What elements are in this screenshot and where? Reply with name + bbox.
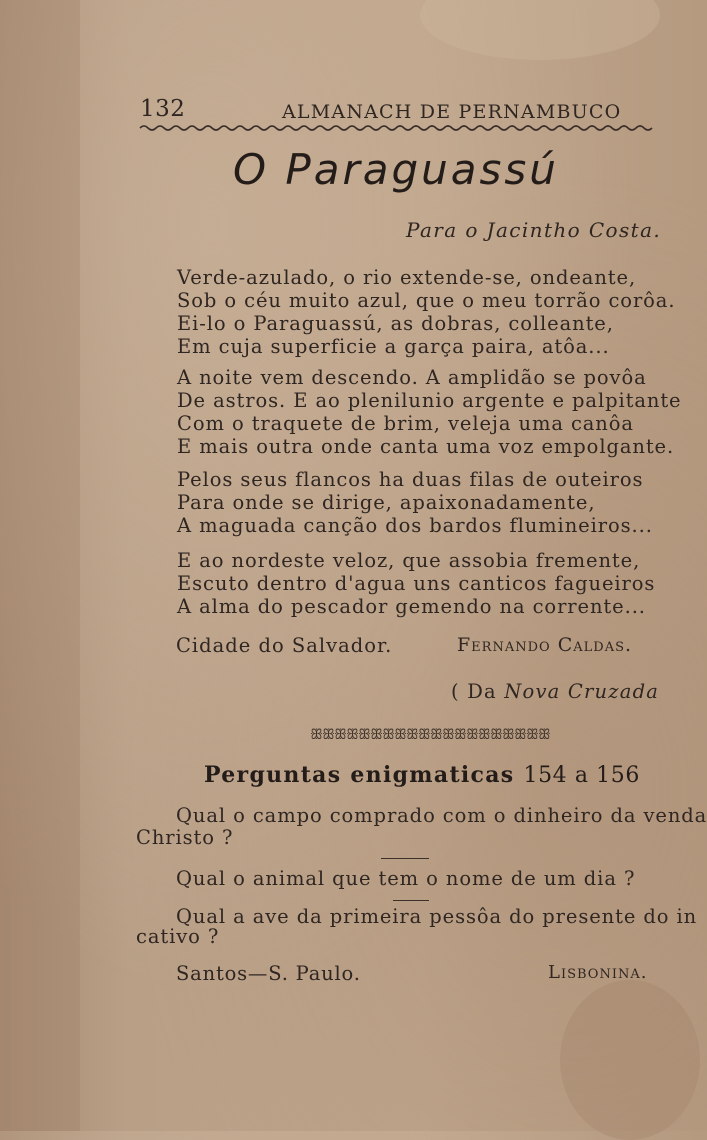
riddles-range: 154 a 156 — [523, 763, 640, 788]
source-title: Nova Cruzada — [504, 680, 660, 703]
verse-line: Com o traquete de brim, veleja uma canôa — [177, 412, 634, 435]
poem-author: Fernando Caldas. — [457, 634, 633, 656]
verse-line: A noite vem descendo. A amplidão se povôa — [177, 366, 647, 389]
stanza-3 — [177, 468, 653, 537]
verse-line: Ei-lo o Paraguassú, as dobras, colleante, — [177, 312, 614, 335]
riddles-title — [204, 762, 640, 788]
verse-line: Pelos seus flancos ha duas filas de outeiros — [177, 468, 644, 491]
verse-line: Para onde se dirige, apaixonadamente, — [177, 491, 596, 514]
verse-line: Sob o céu muito azul, que o meu torrão corôa. — [177, 289, 676, 312]
stanza-4 — [177, 549, 655, 618]
verse-line: Em cuja superficie a garça paira, atôa... — [177, 335, 610, 358]
poem-title: O Paraguassú — [233, 145, 559, 194]
poem-source — [451, 680, 659, 703]
riddles-signature-name: Lisbonina. — [548, 962, 648, 983]
verse-line: E mais outra onde canta uma voz empolgante. — [177, 435, 675, 458]
riddle-1-line-2: Christo ? — [136, 826, 234, 849]
running-head: ALMANACH DE PERNAMBUCO — [282, 101, 622, 123]
verse-line: Escuto dentro d'agua uns canticos fagueiros — [177, 572, 656, 595]
riddle-separator — [381, 858, 429, 859]
riddles-title-text: Perguntas enigmaticas — [204, 762, 515, 788]
riddles-signature-place: Santos—S. Paulo. — [176, 962, 361, 985]
page-number: 132 — [140, 96, 186, 122]
poem-place: Cidade do Salvador. — [176, 634, 393, 657]
riddle-2-line-1: Qual o animal que tem o nome de um dia ? — [176, 867, 636, 890]
verse-line: E ao nordeste veloz, que assobia fremente, — [177, 549, 641, 572]
paper-stain — [420, 0, 660, 60]
verse-line: A maguada canção dos bardos flumineiros... — [177, 514, 653, 537]
riddle-3-line-1: Qual a ave da primeira pessôa do presente do in — [176, 905, 698, 928]
stanza-2 — [177, 366, 682, 458]
paper-stain — [0, 0, 80, 1131]
poem-dedication: Para o Jacintho Costa. — [406, 218, 662, 242]
riddle-separator — [393, 900, 429, 901]
header-wavy-rule — [140, 123, 652, 135]
paper-stain — [560, 980, 700, 1140]
stanza-1 — [177, 266, 675, 358]
verse-line: Verde-azulado, o rio extende-se, ondeante, — [177, 266, 637, 289]
source-prefix: ( Da — [451, 680, 505, 703]
riddle-1-line-1: Qual o campo comprado com o dinheiro da venda — [176, 804, 707, 827]
verse-line: De astros. E ao plenilunio argente e palpitante — [177, 389, 682, 412]
ornamental-divider: ꕥꕥꕥꕥꕥꕥꕥꕥꕥꕥꕥꕥꕥꕥꕥꕥꕥꕥꕥꕥ — [310, 727, 550, 743]
verse-line: A alma do pescador gemendo na corrente... — [177, 595, 646, 618]
riddle-3-line-2: cativo ? — [136, 925, 220, 948]
